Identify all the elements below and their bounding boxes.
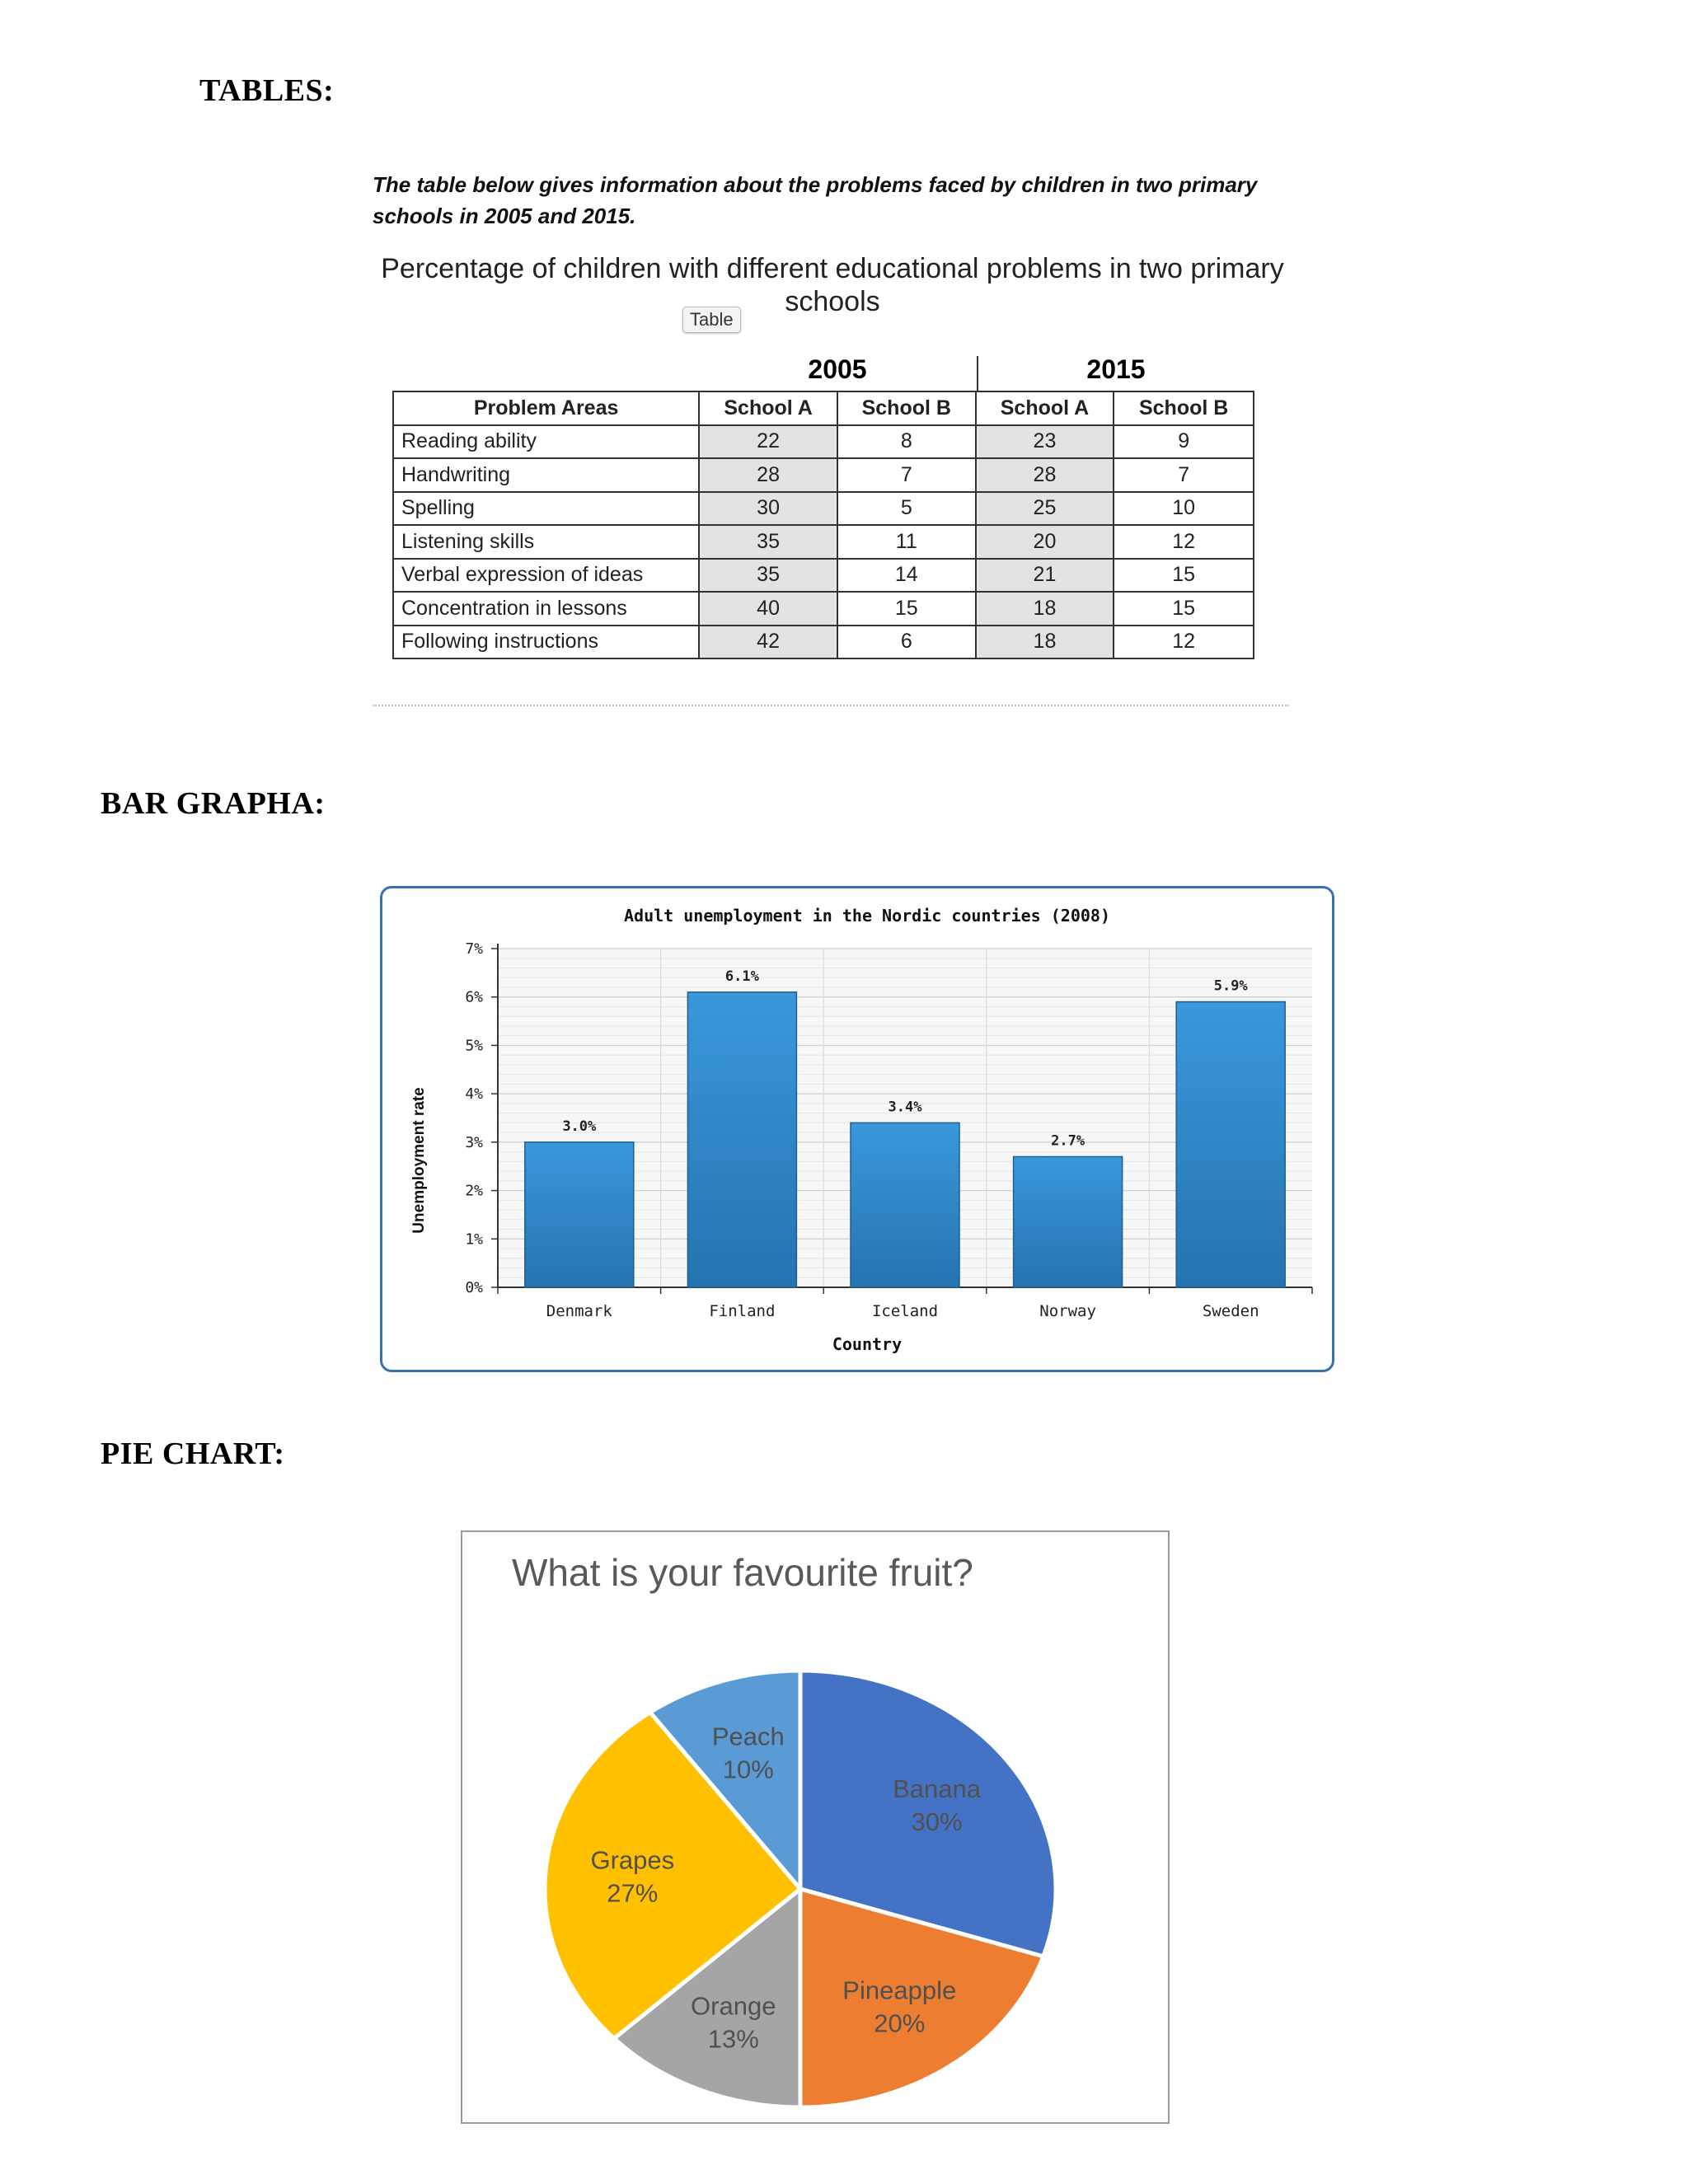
education-problems-table xyxy=(392,391,1254,659)
bar-value-label: 5.9% xyxy=(1213,977,1248,995)
y-tick-label: 5% xyxy=(465,1037,483,1055)
tables-heading: TABLES: xyxy=(199,73,335,108)
pie-chart-panel xyxy=(461,1530,1170,2124)
table-cell: 40 xyxy=(699,592,837,626)
pie-slice-percent: 27% xyxy=(607,1878,659,1908)
pie-slice-label: Banana xyxy=(893,1774,981,1804)
pie-slice-label: Orange xyxy=(691,1991,776,2021)
table-cell: 23 xyxy=(976,425,1114,459)
table-cell: 8 xyxy=(837,425,976,459)
column-header-2005-school-b: School B xyxy=(837,391,976,425)
bar-value-label: 3.4% xyxy=(888,1099,922,1116)
column-header-problem-areas: Problem Areas xyxy=(393,391,699,425)
pie-slice-percent: 20% xyxy=(874,2008,926,2038)
pie-slice-percent: 13% xyxy=(707,2024,759,2054)
table-row xyxy=(393,492,1254,526)
column-header-2015-school-b: School B xyxy=(1114,391,1254,425)
pie-slice-label: Pineapple xyxy=(842,1975,957,2005)
table-cell: 7 xyxy=(837,458,976,492)
pie-slice-label: Peach xyxy=(711,1722,785,1751)
bar-chart-x-axis-label: Country xyxy=(832,1334,903,1354)
table-cell: 18 xyxy=(976,592,1114,626)
y-tick-label: 1% xyxy=(465,1230,483,1249)
table-cell: 20 xyxy=(976,525,1114,559)
bar-graph-heading: BAR GRAPHA: xyxy=(101,786,326,821)
table-cell: 6 xyxy=(837,626,976,659)
x-tick-label: Iceland xyxy=(871,1302,939,1320)
table-header-row xyxy=(393,391,1254,425)
bar-sweden xyxy=(1176,1002,1285,1287)
pie-chart-title: What is your favourite fruit? xyxy=(512,1551,973,1594)
pie-slice-label: Grapes xyxy=(590,1845,675,1875)
table-cell: 15 xyxy=(1114,559,1254,593)
table-row xyxy=(393,525,1254,559)
bar-value-label: 3.0% xyxy=(562,1118,597,1135)
problem-area-cell: Listening skills xyxy=(393,525,699,559)
y-tick-label: 4% xyxy=(465,1085,483,1104)
bar-chart-panel xyxy=(380,886,1334,1372)
table-cell: 12 xyxy=(1114,525,1254,559)
x-tick-label: Norway xyxy=(1039,1302,1096,1320)
table-cell: 14 xyxy=(837,559,976,593)
y-tick-label: 0% xyxy=(465,1279,483,1296)
year-header-2005: 2005 xyxy=(808,354,867,384)
problem-area-cell: Reading ability xyxy=(393,425,699,459)
section-divider xyxy=(373,705,1289,706)
table-cell: 22 xyxy=(699,425,837,459)
table-row xyxy=(393,592,1254,626)
table-cell: 25 xyxy=(976,492,1114,526)
y-tick-label: 6% xyxy=(465,988,483,1006)
bar-finland xyxy=(687,992,796,1287)
pie-chart xyxy=(462,1532,1168,2122)
bar-chart-x-ticks xyxy=(498,1287,1312,1320)
table-row xyxy=(393,425,1254,459)
x-tick-label: Sweden xyxy=(1202,1302,1259,1320)
table-cell: 21 xyxy=(976,559,1114,593)
problem-area-cell: Following instructions xyxy=(393,626,699,659)
x-tick-label: Finland xyxy=(709,1302,776,1320)
bar-value-label: 6.1% xyxy=(724,968,759,985)
table-cell: 5 xyxy=(837,492,976,526)
table-cell: 10 xyxy=(1114,492,1254,526)
table-cell: 30 xyxy=(699,492,837,526)
column-header-2005-school-a: School A xyxy=(699,391,837,425)
problem-area-cell: Verbal expression of ideas xyxy=(393,559,699,593)
y-tick-label: 2% xyxy=(465,1182,483,1200)
table-cell: 7 xyxy=(1114,458,1254,492)
bar-chart-title: Adult unemployment in the Nordic countries (2008) xyxy=(623,906,1111,926)
table-tag-tooltip: Table xyxy=(682,307,741,333)
problem-area-cell: Handwriting xyxy=(393,458,699,492)
table-cell: 15 xyxy=(837,592,976,626)
bar-chart-y-axis-label: Unemployment rate xyxy=(410,1087,428,1234)
table-row xyxy=(393,626,1254,659)
bar-iceland xyxy=(851,1122,959,1287)
bar-denmark xyxy=(525,1142,634,1287)
year-header-2015: 2015 xyxy=(1086,354,1146,384)
table-cell: 11 xyxy=(837,525,976,559)
bar-value-label: 2.7% xyxy=(1051,1132,1085,1150)
table-cell: 18 xyxy=(976,626,1114,659)
table-row xyxy=(393,458,1254,492)
x-tick-label: Denmark xyxy=(546,1302,612,1320)
y-tick-label: 7% xyxy=(465,940,483,958)
pie-chart-heading: PIE CHART: xyxy=(101,1436,285,1471)
table-cell: 15 xyxy=(1114,592,1254,626)
table-cell: 12 xyxy=(1114,626,1254,659)
y-tick-label: 3% xyxy=(465,1133,483,1151)
column-header-2015-school-a: School A xyxy=(976,391,1114,425)
bar-chart xyxy=(382,888,1332,1370)
table-intro-text: The table below gives information about the problems faced by children in two primary schools in 2005 and 2015. xyxy=(373,172,1258,228)
table-row xyxy=(393,559,1254,593)
pie-slice-percent: 30% xyxy=(911,1807,963,1837)
table-cell: 28 xyxy=(976,458,1114,492)
table-cell: 28 xyxy=(699,458,837,492)
table-cell: 35 xyxy=(699,525,837,559)
table-cell: 9 xyxy=(1114,425,1254,459)
table-cell: 42 xyxy=(699,626,837,659)
problem-area-cell: Spelling xyxy=(393,492,699,526)
bar-norway xyxy=(1014,1156,1123,1287)
problem-area-cell: Concentration in lessons xyxy=(393,592,699,626)
pie-slice-percent: 10% xyxy=(722,1755,774,1784)
table-title: Percentage of children with different educational problems in two primary schools xyxy=(381,253,1284,317)
table-cell: 35 xyxy=(699,559,837,593)
